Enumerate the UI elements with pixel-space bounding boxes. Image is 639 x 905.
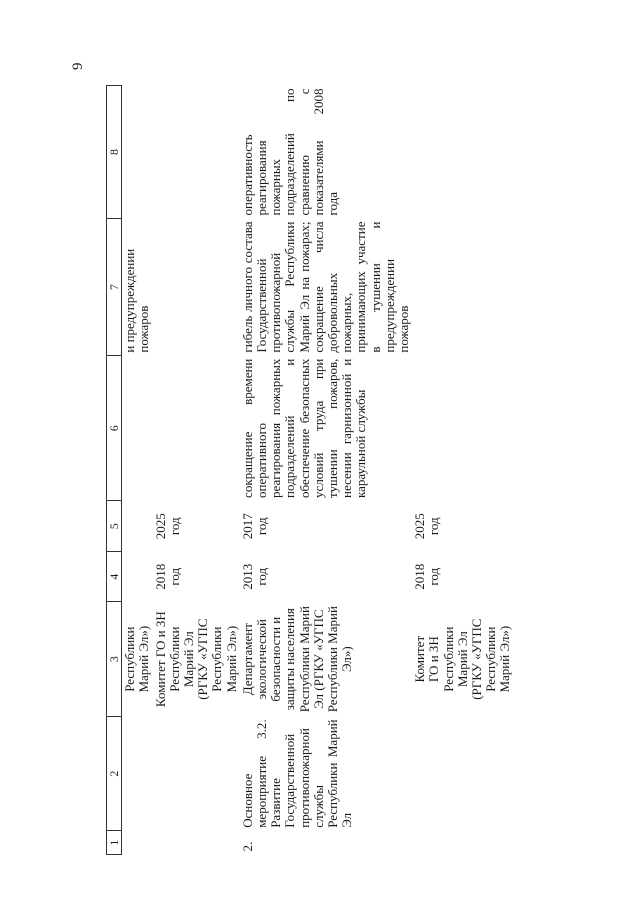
- measure-name-cell: Основное мероприятие 3.2. Развитие Государственной противопожарной службы Республики Марий Эл: [239, 719, 355, 828]
- row-number-cell: [412, 831, 513, 855]
- column-header-6: 6: [107, 356, 122, 501]
- consequences-cell: [412, 219, 513, 356]
- column-header-7: 7: [107, 219, 122, 356]
- row-number-cell: 2.: [239, 841, 255, 852]
- consequences-cell: гибель личного состава Государственной противопожарной службы Республики Марий Эл на пожарах; сокращение числа добровольных пожарных, принимающих участие в тушении и предупреждении пожаров: [239, 221, 412, 353]
- end-year-cell: 2025 год: [152, 513, 182, 540]
- column-header-1: 1: [107, 831, 122, 855]
- document-sheet: [106, 85, 526, 855]
- expected-result-cell: [412, 356, 513, 501]
- consequences-cell: [153, 219, 240, 356]
- table-row: [122, 86, 153, 855]
- executor-cell: Республики Марий Эл»): [122, 625, 152, 693]
- table-row: [412, 86, 513, 855]
- measure-name-cell: [412, 716, 513, 830]
- expected-result-cell: сокращение времени оперативного реагирования пожарных подразделений и обеспечение безопасных условий труда при тушении пожаров, несении гарнизонной и караульной службы: [239, 358, 369, 498]
- indicator-link-cell: [153, 86, 240, 219]
- start-year-cell: 2013 год: [239, 563, 270, 590]
- start-year-cell: 2018 год: [152, 563, 182, 590]
- column-header-3: 3: [107, 602, 122, 716]
- start-year-cell: [122, 551, 153, 602]
- executor-cell: Комитет ГО и ЗН Республики Марий Эл (РГКУ «УГПС Республики Марий Эл»): [412, 618, 513, 700]
- expected-result-cell: [153, 356, 240, 501]
- consequences-cell: и предупреждении пожаров: [122, 248, 152, 353]
- executor-cell: Комитет ГО и ЗН Республики Марий Эл (РГКУ «УГПС Республики Марий Эл»): [152, 611, 239, 708]
- column-header-5: 5: [107, 501, 122, 552]
- row-number-cell: [153, 831, 240, 855]
- measures-table: [106, 85, 514, 855]
- expected-result-cell: [122, 356, 153, 501]
- indicator-link-cell: оперативность реагирования пожарных подразделений по сравнению с показателями 2008 года: [239, 88, 341, 216]
- table-row: [240, 86, 412, 855]
- table-row: [153, 86, 240, 855]
- row-number-cell: [122, 831, 153, 855]
- column-header-2: 2: [107, 716, 122, 830]
- column-header-row: [107, 86, 122, 855]
- column-header-4: 4: [107, 551, 122, 602]
- indicator-link-cell: [122, 86, 153, 219]
- measure-name-cell: [122, 716, 153, 830]
- end-year-cell: [122, 501, 153, 552]
- executor-cell: Департамент экологической безопасности и защиты населения Республики Марий Эл (РГКУ «УГПС Республики Марий Эл»): [239, 606, 355, 713]
- measure-name-cell: [153, 716, 240, 830]
- end-year-cell: 2017 год: [239, 513, 270, 540]
- column-header-8: 8: [107, 86, 122, 219]
- indicator-link-cell: [412, 86, 513, 219]
- start-year-cell: 2018 год: [412, 563, 442, 590]
- page-number: 9: [70, 62, 86, 70]
- end-year-cell: 2025 год: [412, 513, 442, 540]
